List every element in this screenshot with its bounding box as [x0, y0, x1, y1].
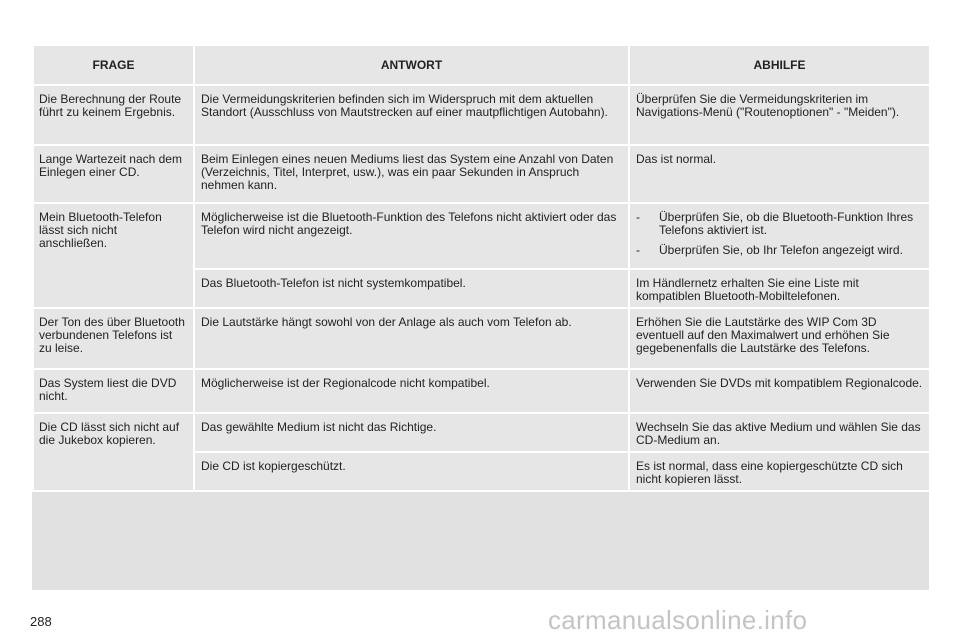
table-header-row	[33, 46, 930, 85]
table-row	[33, 85, 930, 145]
answer-cell: Möglicherweise ist die Bluetooth-Funktion des Telefons nicht aktiviert oder das Telefon wird nicht angezeigt.	[194, 203, 629, 269]
table-row	[33, 203, 930, 269]
answer-cell: Die Vermeidungskriterien befinden sich im Widerspruch mit dem aktuellen Standort (Ausschluss von Mautstrecken auf einer mautpflichtigen Autobahn).	[194, 85, 629, 145]
dash-bullet: -	[636, 243, 640, 257]
table-row	[33, 308, 930, 369]
dash-bullet: -	[636, 210, 640, 224]
answer-cell: Möglicherweise ist der Regionalcode nicht kompatibel.	[194, 369, 629, 413]
list-item-text: Überprüfen Sie, ob die Bluetooth-Funktion Ihres Telefons aktiviert ist.	[659, 210, 914, 237]
remedy-cell: Verwenden Sie DVDs mit kompatiblem Regionalcode.	[629, 369, 930, 413]
remedy-list	[636, 211, 923, 257]
page-number: 288	[30, 614, 52, 629]
list-item	[636, 244, 923, 257]
answer-cell: Das gewählte Medium ist nicht das Richtige.	[194, 413, 629, 452]
remedy-cell	[629, 203, 930, 269]
list-item-text: Überprüfen Sie, ob Ihr Telefon angezeigt wird.	[659, 243, 903, 257]
remedy-cell: Erhöhen Sie die Lautstärke des WIP Com 3D eventuell auf den Maximalwert und erhöhen Sie gegebenenfalls die Lautstärke des Telefons.	[629, 308, 930, 369]
remedy-cell: Das ist normal.	[629, 145, 930, 203]
remedy-cell: Im Händlernetz erhalten Sie eine Liste mit kompatiblen Bluetooth-Mobiltelefonen.	[629, 269, 930, 308]
question-cell: Die CD lässt sich nicht auf die Jukebox kopieren.	[33, 413, 194, 491]
answer-cell: Das Bluetooth-Telefon ist nicht systemkompatibel.	[194, 269, 629, 308]
troubleshooting-table	[32, 46, 931, 492]
answer-cell: Die Lautstärke hängt sowohl von der Anlage als auch vom Telefon ab.	[194, 308, 629, 369]
table-row	[33, 369, 930, 413]
header-answer: ANTWORT	[194, 46, 629, 85]
table-row	[33, 145, 930, 203]
watermark-logo: carmanualsonline.info	[548, 605, 808, 635]
answer-cell: Die CD ist kopiergeschützt.	[194, 452, 629, 491]
remedy-cell: Es ist normal, dass eine kopiergeschützte CD sich nicht kopieren lässt.	[629, 452, 930, 491]
question-cell: Mein Bluetooth-Telefon lässt sich nicht anschließen.	[33, 203, 194, 308]
remedy-cell: Wechseln Sie das aktive Medium und wählen Sie das CD-Medium an.	[629, 413, 930, 452]
table-row	[33, 413, 930, 452]
answer-cell: Beim Einlegen eines neuen Mediums liest das System eine Anzahl von Daten (Verzeichnis, Titel, Interpret, usw.), was ein paar Sekunden in Anspruch nehmen kann.	[194, 145, 629, 203]
header-remedy: ABHILFE	[629, 46, 930, 85]
question-cell: Das System liest die DVD nicht.	[33, 369, 194, 413]
remedy-cell: Überprüfen Sie die Vermeidungskriterien im Navigations-Menü ("Routenoptionen" - "Meiden").	[629, 85, 930, 145]
question-cell: Die Berechnung der Route führt zu keinem Ergebnis.	[33, 85, 194, 145]
question-cell: Lange Wartezeit nach dem Einlegen einer CD.	[33, 145, 194, 203]
header-question: FRAGE	[33, 46, 194, 85]
list-item	[636, 211, 923, 237]
question-cell: Der Ton des über Bluetooth verbundenen Telefons ist zu leise.	[33, 308, 194, 369]
